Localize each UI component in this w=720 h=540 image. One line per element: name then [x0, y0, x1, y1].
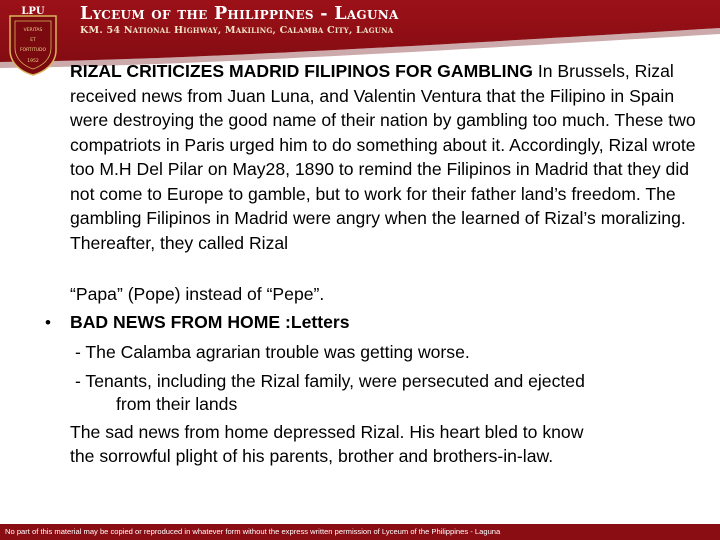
svg-text:FORTITUDO: FORTITUDO — [19, 48, 47, 53]
paragraph-body: In Brussels, Rizal received news from Juan Luna, and Valentin Ventura that the Filipino in Spain were destroying the good name of their nation by gambling too much. These two compatriots in Paris urged him to do something about it. Accordingly, Rizal wrote too M.H Del Pilar on May28, 1890 to remind the Filipinos in Madrid that they did not come to Europe to gamble, but to work for their father land’s freedom. The gambling Filipinos in Madrid were angry when the learned of Rizal’s moralizing. Thereafter, they called Rizal — [70, 61, 696, 253]
svg-text:LPU: LPU — [21, 6, 45, 17]
closing-line: the sorrowful plight of his parents, brother and brothers-in-law. — [70, 446, 554, 466]
closing-line: The sad news from home depressed Rizal. His heart bled to know — [70, 422, 584, 442]
svg-text:VERITAS: VERITAS — [23, 28, 43, 33]
paragraph-heading: RIZAL CRITICIZES MADRID FILIPINOS FOR GAMBLING — [70, 61, 533, 81]
footer-bar — [0, 524, 720, 540]
svg-text:ET: ET — [30, 38, 36, 43]
svg-text:1952: 1952 — [27, 59, 39, 64]
paragraph-last-line: “Papa” (Pope) instead of “Pepe”. — [70, 284, 325, 304]
list-item: - The Calamba agrarian trouble was getting worse. — [75, 342, 470, 362]
list-item: - Tenants, including the Rizal family, were persecuted and ejected — [75, 371, 585, 391]
bullet-heading: BAD NEWS FROM HOME :Letters — [70, 312, 350, 332]
list-item-continuation: from their lands — [116, 394, 238, 414]
school-name: Lyceum of the Philippines - Laguna — [80, 4, 399, 24]
paragraph-rizal-gambling — [70, 59, 710, 255]
bullet-symbol: • — [45, 313, 51, 332]
lpu-logo — [6, 2, 60, 76]
copyright-notice: No part of this material may be copied or reproduced in whatever form without the express written permission of Lyceum of the Philippines - Laguna — [5, 527, 501, 536]
school-address: KM. 54 National Highway, Makiling, Calamba City, Laguna — [80, 25, 394, 36]
